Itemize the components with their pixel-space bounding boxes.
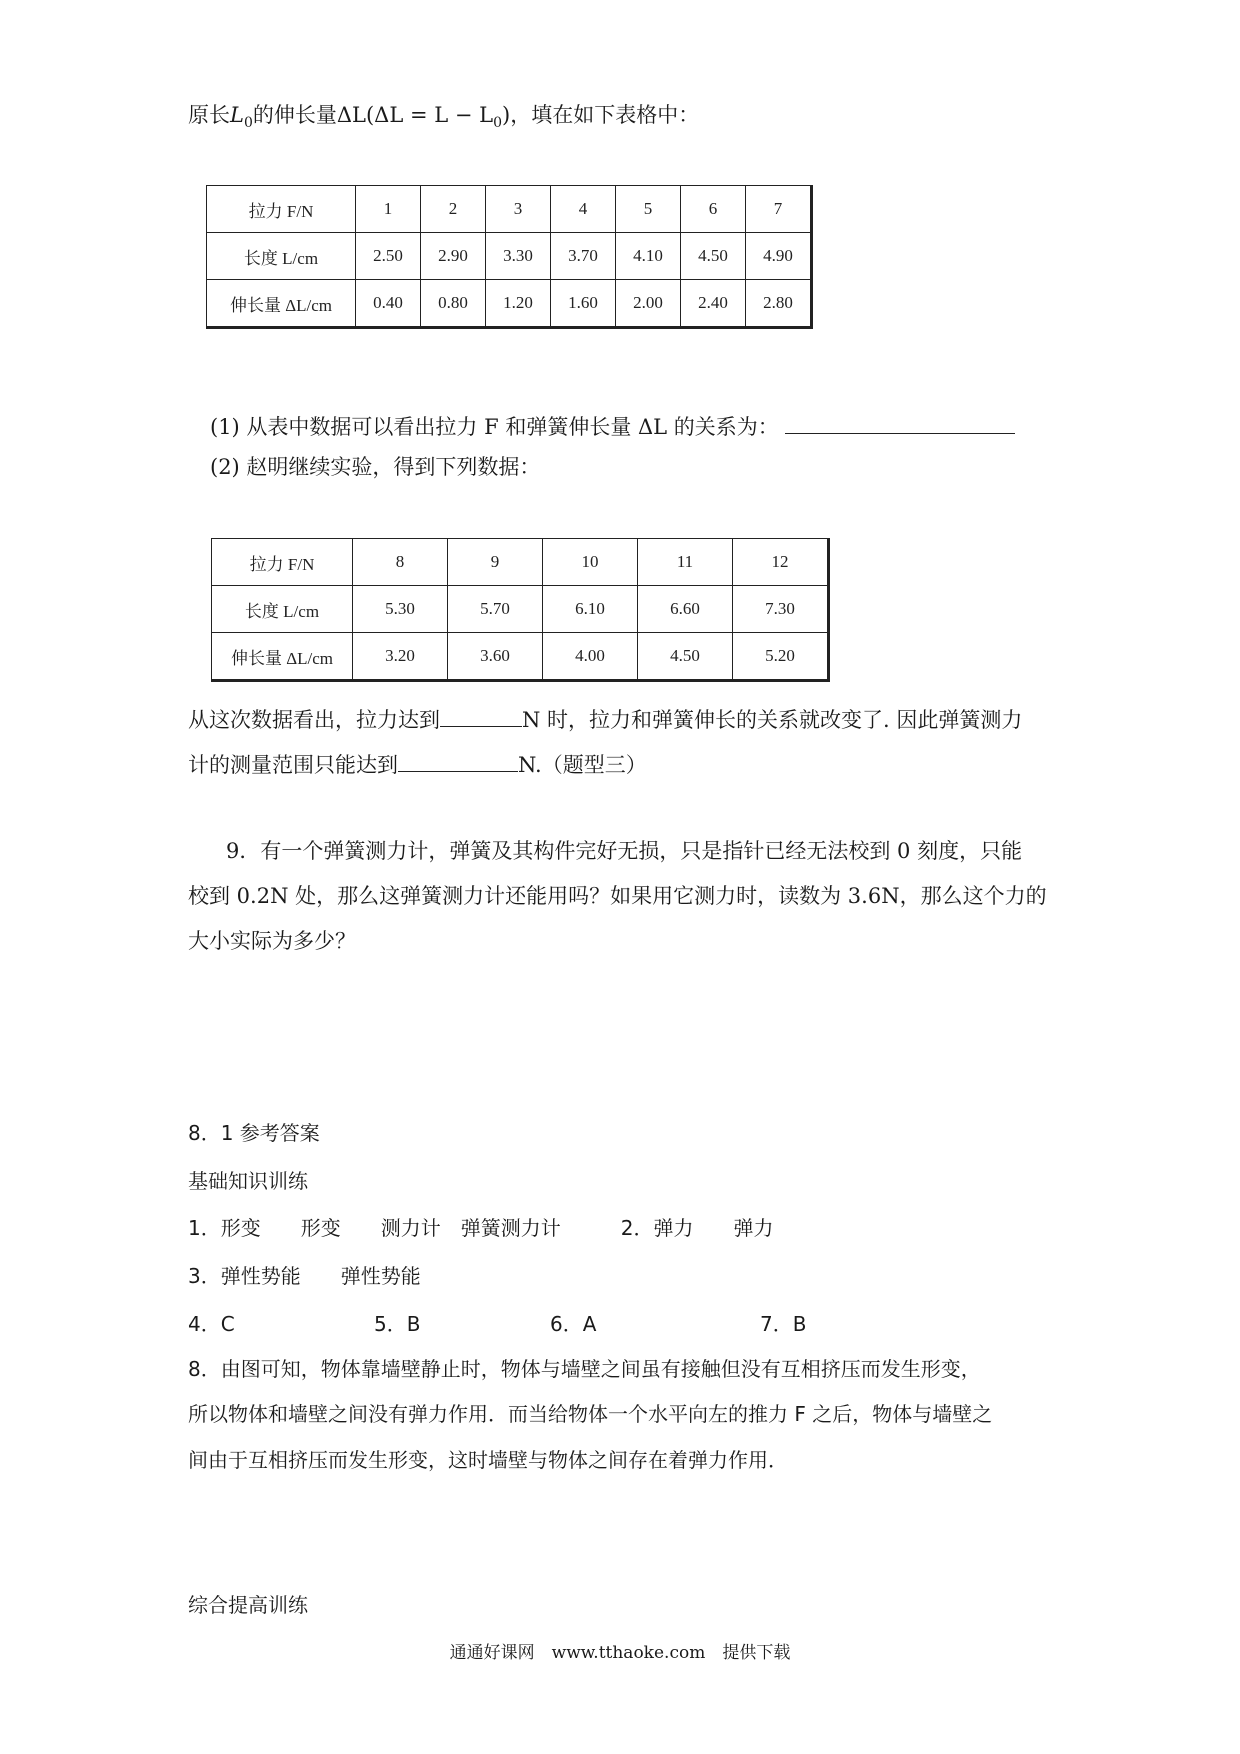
table-row bbox=[207, 186, 812, 233]
answer-line-4: 4．C bbox=[188, 1312, 235, 1336]
table-row bbox=[207, 280, 812, 328]
table-cell: 0.40 bbox=[356, 280, 421, 328]
table-cell: 5 bbox=[616, 186, 681, 233]
data-table-2 bbox=[211, 538, 830, 682]
table-cell: 3.70 bbox=[551, 233, 616, 280]
table-cell: 2 bbox=[421, 186, 486, 233]
table-row bbox=[212, 586, 829, 633]
basic-training-title: 基础知识训练 bbox=[188, 1169, 308, 1193]
table-cell: 4.00 bbox=[543, 633, 638, 681]
answer-line-8-2: 所以物体和墙壁之间没有弹力作用．而当给物体一个水平向左的推力 F 之后，物体与墙壁之 bbox=[188, 1402, 993, 1426]
table-cell: 9 bbox=[448, 539, 543, 586]
table-cell: 0.80 bbox=[421, 280, 486, 328]
answer-line-5: 5．B bbox=[374, 1312, 421, 1336]
table-cell: 4.10 bbox=[616, 233, 681, 280]
page-footer: 通通好课网 www.tthaoke.com 提供下载 bbox=[449, 1643, 791, 1663]
table-cell: 4 bbox=[551, 186, 616, 233]
question-9-line-2: 校到 0.2N 处，那么这弹簧测力计还能用吗？如果用它测力时，读数为 3.6N，那么这个力的 bbox=[188, 884, 1047, 908]
advanced-training-title: 综合提高训练 bbox=[188, 1593, 308, 1617]
answer-line-1: 1．形变 形变 测力计 弹簧测力计 2．弹力 弹力 bbox=[188, 1216, 774, 1240]
table-cell: 5.70 bbox=[448, 586, 543, 633]
l0-symbol: L bbox=[230, 103, 244, 127]
answers-title: 8．1 参考答案 bbox=[188, 1121, 320, 1145]
table-cell: 伸长量 ΔL/cm bbox=[207, 280, 356, 328]
table-cell: 拉力 F/N bbox=[207, 186, 356, 233]
table-cell: 8 bbox=[353, 539, 448, 586]
question-2: (2) 赵明继续实验，得到下列数据： bbox=[210, 455, 541, 479]
table-cell: 2.50 bbox=[356, 233, 421, 280]
answer-line-3: 3．弹性势能 弹性势能 bbox=[188, 1264, 421, 1288]
table-cell: 7 bbox=[746, 186, 812, 233]
table-cell: 长度 L/cm bbox=[212, 586, 353, 633]
table-cell: 4.50 bbox=[681, 233, 746, 280]
question-1: (1) 从表中数据可以看出拉力 F 和弹簧伸长量 ΔL 的关系为： bbox=[210, 411, 1015, 442]
table-cell: 3 bbox=[486, 186, 551, 233]
table-cell: 1 bbox=[356, 186, 421, 233]
table-row bbox=[207, 233, 812, 280]
conclusion-line-2: 计的测量范围只能达到 N.（题型三） bbox=[188, 749, 647, 780]
answer-blank bbox=[440, 704, 522, 727]
table-cell: 2.90 bbox=[421, 233, 486, 280]
table-row bbox=[212, 633, 829, 681]
table-cell: 11 bbox=[638, 539, 733, 586]
answer-line-8-1: 8．由图可知，物体靠墙壁静止时，物体与墙壁之间虽有接触但没有互相挤压而发生形变， bbox=[188, 1357, 981, 1381]
table-cell: 3.60 bbox=[448, 633, 543, 681]
table-cell: 2.80 bbox=[746, 280, 812, 328]
answer-blank bbox=[398, 749, 518, 772]
table-cell: 伸长量 ΔL/cm bbox=[212, 633, 353, 681]
intro-line: 原长$L_0$的伸长量$\Delta L(\Delta L = L - L_0)$，填在如下表格中： bbox=[188, 103, 700, 132]
table-cell: 2.40 bbox=[681, 280, 746, 328]
answer-line-8-3: 间由于互相挤压而发生形变，这时墙壁与物体之间存在着弹力作用． bbox=[188, 1448, 788, 1472]
table-cell: 3.20 bbox=[353, 633, 448, 681]
answer-line-6: 6．A bbox=[550, 1312, 597, 1336]
table-cell: 6.10 bbox=[543, 586, 638, 633]
table-cell: 2.00 bbox=[616, 280, 681, 328]
conclusion-line-1: 从这次数据看出，拉力达到 N 时，拉力和弹簧伸长的关系就改变了. 因此弹簧测力 bbox=[188, 704, 1022, 735]
table-cell: 长度 L/cm bbox=[207, 233, 356, 280]
table-cell: 10 bbox=[543, 539, 638, 586]
table-cell: 5.30 bbox=[353, 586, 448, 633]
table-cell: 7.30 bbox=[733, 586, 829, 633]
table-cell: 3.30 bbox=[486, 233, 551, 280]
table-cell: 12 bbox=[733, 539, 829, 586]
question-9-line-3: 大小实际为多少？ bbox=[188, 929, 356, 953]
table-cell: 4.90 bbox=[746, 233, 812, 280]
table-cell: 5.20 bbox=[733, 633, 829, 681]
table-cell: 1.20 bbox=[486, 280, 551, 328]
table-cell: 4.50 bbox=[638, 633, 733, 681]
answer-blank bbox=[785, 411, 1015, 434]
data-table-1 bbox=[206, 185, 813, 329]
table-row bbox=[212, 539, 829, 586]
question-9-line-1: 9．有一个弹簧测力计，弹簧及其构件完好无损，只是指针已经无法校到 0 刻度，只能 bbox=[226, 839, 1023, 863]
answer-line-7: 7．B bbox=[760, 1312, 807, 1336]
table-cell: 6.60 bbox=[638, 586, 733, 633]
table-cell: 1.60 bbox=[551, 280, 616, 328]
table-cell: 拉力 F/N bbox=[212, 539, 353, 586]
table-cell: 6 bbox=[681, 186, 746, 233]
